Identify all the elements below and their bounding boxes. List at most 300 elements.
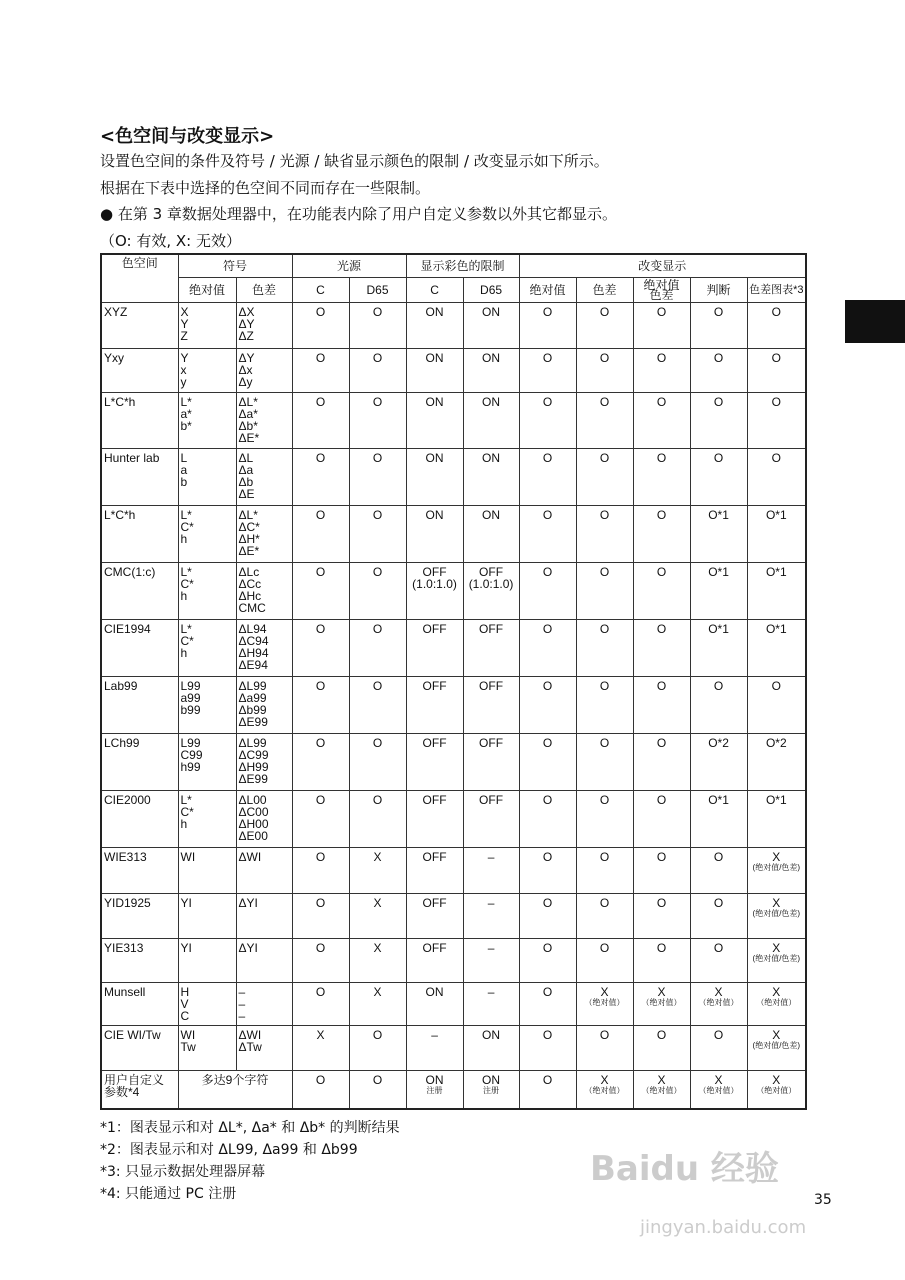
table-cell	[519, 847, 576, 893]
cell-note: （绝对值）	[584, 997, 625, 1007]
color-space-table	[100, 253, 807, 1110]
cell-value: O	[656, 564, 667, 579]
cell-value: ON	[425, 1072, 444, 1087]
table-cell	[519, 348, 576, 392]
cell-value: OFF	[422, 735, 447, 750]
table-cell	[519, 562, 576, 619]
cell-value: X	[772, 895, 781, 910]
cell-value: O	[542, 984, 553, 999]
table-cell	[576, 348, 633, 392]
table-row	[101, 348, 806, 392]
cell-value: O	[713, 849, 724, 864]
cell-value: O	[713, 1027, 724, 1042]
table-cell	[406, 562, 463, 619]
table-cell	[463, 938, 519, 982]
table-cell	[747, 562, 806, 619]
table-cell	[463, 619, 519, 676]
cell-value: O*1	[708, 507, 729, 522]
cell-value: O	[372, 450, 383, 465]
table-cell	[519, 790, 576, 847]
table-cell	[349, 893, 406, 938]
symbol-note: 多达9个字符	[178, 1070, 292, 1109]
table-row	[101, 938, 806, 982]
page-number: 35	[814, 1192, 832, 1208]
intro-bullet: ● 在第 3 章数据处理器中，在功能表内除了用户自定义参数以外其它都显示。	[100, 205, 617, 223]
abs-symbol: H V C	[178, 982, 236, 1025]
table-cell	[349, 790, 406, 847]
cell-value: O	[542, 350, 553, 365]
table-cell	[349, 302, 406, 348]
cell-value: O*1	[708, 621, 729, 636]
table-cell	[747, 392, 806, 448]
table-cell	[463, 348, 519, 392]
abs-symbol: WI Tw	[178, 1025, 236, 1070]
diff-symbol: ΔL Δa Δb ΔE	[236, 448, 292, 505]
cell-note: （绝对值）	[698, 1085, 739, 1095]
cell-value: O	[599, 450, 610, 465]
table-cell	[463, 392, 519, 448]
table-cell	[406, 302, 463, 348]
table-cell	[633, 938, 690, 982]
table-cell	[690, 676, 747, 733]
table-cell	[406, 893, 463, 938]
color-space-name: Yxy	[101, 348, 178, 392]
table-row	[101, 619, 806, 676]
cell-value: ON	[425, 394, 444, 409]
table-cell	[633, 619, 690, 676]
cell-value: ON	[425, 350, 444, 365]
header-d65: D65	[463, 277, 519, 302]
cell-value: O	[542, 895, 553, 910]
table-cell	[633, 1025, 690, 1070]
table-cell	[349, 505, 406, 562]
table-cell	[576, 938, 633, 982]
table-row	[101, 1025, 806, 1070]
cell-value: O	[542, 940, 553, 955]
abs-symbol: L99 a99 b99	[178, 676, 236, 733]
table-cell	[406, 448, 463, 505]
table-cell	[576, 733, 633, 790]
cell-value: O	[713, 394, 724, 409]
cell-value: X	[657, 1072, 666, 1087]
cell-value: O	[542, 564, 553, 579]
table-cell	[747, 733, 806, 790]
table-cell	[576, 302, 633, 348]
table-cell	[576, 1070, 633, 1109]
cell-value: O	[656, 678, 667, 693]
cell-note: 注册	[483, 1085, 500, 1095]
table-cell	[349, 676, 406, 733]
cell-value: O	[315, 564, 326, 579]
section-title: <色空间与改变显示>	[100, 126, 275, 147]
cell-value: O	[315, 304, 326, 319]
table-cell	[463, 893, 519, 938]
table-cell	[406, 348, 463, 392]
cell-note: (绝对值/色差)	[752, 908, 801, 918]
cell-value: X	[714, 984, 723, 999]
table-cell	[690, 847, 747, 893]
abs-symbol: L* C* h	[178, 619, 236, 676]
table-row	[101, 448, 806, 505]
cell-value: O	[372, 507, 383, 522]
color-space-name: CIE2000	[101, 790, 178, 847]
table-cell	[747, 790, 806, 847]
header-change-abs: 绝对值	[519, 277, 576, 302]
cell-value: OFF	[479, 792, 504, 807]
table-cell	[576, 893, 633, 938]
color-space-name: YIE313	[101, 938, 178, 982]
cell-note: 注册	[426, 1085, 443, 1095]
diff-symbol: ΔL00 ΔC00 ΔH00 ΔE00	[236, 790, 292, 847]
table-cell	[519, 1025, 576, 1070]
table-cell	[406, 1070, 463, 1109]
cell-value: O*1	[765, 564, 787, 579]
header-change-abs-diff: 绝对值 色差	[633, 277, 690, 302]
chapter-tab	[845, 300, 905, 343]
cell-value: ON	[482, 1027, 501, 1042]
header-c: C	[406, 277, 463, 302]
table-cell	[633, 790, 690, 847]
table-cell	[747, 302, 806, 348]
table-cell	[349, 733, 406, 790]
abs-symbol: L* C* h	[178, 505, 236, 562]
table-cell	[519, 938, 576, 982]
cell-value: O	[315, 507, 326, 522]
table-cell	[349, 562, 406, 619]
table-cell	[519, 676, 576, 733]
cell-value: O	[372, 1027, 383, 1042]
table-cell	[690, 302, 747, 348]
table-cell	[747, 893, 806, 938]
header-symbol: 符号	[178, 254, 292, 277]
cell-value: –	[487, 940, 495, 955]
cell-value: O	[542, 735, 553, 750]
color-space-name: WIE313	[101, 847, 178, 893]
table-cell	[292, 392, 349, 448]
cell-note: （绝对值）	[584, 1085, 625, 1095]
table-cell	[633, 893, 690, 938]
cell-value: O	[599, 350, 610, 365]
cell-value: O	[656, 792, 667, 807]
cell-value: O*1	[765, 621, 787, 636]
table-cell	[463, 505, 519, 562]
cell-value: O	[771, 350, 781, 365]
diff-symbol: ΔL94 ΔC94 ΔH94 ΔE94	[236, 619, 292, 676]
table-cell	[633, 448, 690, 505]
cell-value: O*2	[708, 735, 729, 750]
table-cell	[633, 733, 690, 790]
cell-value: ON	[425, 304, 444, 319]
table-cell	[690, 505, 747, 562]
cell-value: –	[431, 1027, 438, 1042]
cell-value: O	[656, 621, 667, 636]
cell-value: O	[656, 940, 667, 955]
table-row	[101, 893, 806, 938]
color-space-name: 用户自定义 参数*4	[101, 1070, 178, 1109]
table-cell	[463, 448, 519, 505]
cell-value: O	[372, 304, 383, 319]
table-cell	[406, 790, 463, 847]
table-row	[101, 392, 806, 448]
cell-value: O	[713, 350, 724, 365]
cell-value: O	[599, 895, 610, 910]
diff-symbol: ΔX ΔY ΔZ	[236, 302, 292, 348]
cell-value: O*1	[765, 792, 787, 807]
table-cell	[406, 847, 463, 893]
footnote: *2：图表显示和对 ΔL99, Δa99 和 Δb99	[100, 1142, 358, 1158]
cell-value: ON	[425, 450, 444, 465]
table-cell	[747, 982, 806, 1025]
cell-value: O	[315, 350, 326, 365]
cell-value: ON	[425, 984, 444, 999]
table-cell	[576, 1025, 633, 1070]
table-cell	[633, 847, 690, 893]
color-space-name: L*C*h	[101, 505, 178, 562]
table-cell	[519, 982, 576, 1025]
table-cell	[747, 1070, 806, 1109]
diff-symbol: ΔL* Δa* Δb* ΔE*	[236, 392, 292, 448]
table-cell	[690, 562, 747, 619]
table-cell	[463, 676, 519, 733]
cell-value: OFF	[479, 735, 504, 750]
table-cell	[690, 893, 747, 938]
table-cell	[292, 619, 349, 676]
table-cell	[633, 1070, 690, 1109]
table-cell	[349, 1070, 406, 1109]
table-cell	[406, 938, 463, 982]
color-space-name: CIE WI/Tw	[101, 1025, 178, 1070]
cell-value: O*1	[765, 507, 787, 522]
cell-value: O*1	[708, 564, 729, 579]
cell-value: O	[315, 895, 326, 910]
color-space-name: Munsell	[101, 982, 178, 1025]
cell-value: ON	[482, 350, 501, 365]
table-cell	[576, 619, 633, 676]
cell-value: OFF (1.0:1.0)	[468, 564, 514, 591]
table-cell	[576, 392, 633, 448]
cell-value: X	[772, 940, 781, 955]
header-light-source: 光源	[292, 254, 406, 277]
header-c: C	[292, 277, 349, 302]
table-cell	[349, 392, 406, 448]
cell-value: ON	[482, 304, 501, 319]
cell-value: OFF	[422, 792, 447, 807]
table-cell	[349, 619, 406, 676]
color-space-name: Hunter lab	[101, 448, 178, 505]
table-cell	[292, 847, 349, 893]
table-cell	[292, 790, 349, 847]
cell-value: O	[372, 621, 383, 636]
cell-note: （绝对值）	[641, 1085, 682, 1095]
cell-value: O	[315, 621, 326, 636]
table-cell	[690, 392, 747, 448]
footnote: *3: 只显示数据处理器屏幕	[100, 1164, 266, 1180]
cell-value: O	[771, 450, 781, 465]
table-cell	[406, 1025, 463, 1070]
table-cell	[519, 392, 576, 448]
table-row	[101, 1070, 806, 1109]
cell-value: O	[372, 735, 383, 750]
cell-value: O*1	[708, 792, 729, 807]
table-cell	[690, 348, 747, 392]
table-cell	[576, 562, 633, 619]
table-cell	[406, 392, 463, 448]
header-abs: 绝对值	[178, 277, 236, 302]
cell-value: O	[315, 984, 326, 999]
table-cell	[406, 505, 463, 562]
cell-value: X	[373, 940, 382, 955]
table-cell	[292, 938, 349, 982]
table-cell	[463, 733, 519, 790]
cell-value: ON	[482, 394, 501, 409]
cell-value: –	[487, 895, 495, 910]
header-judge: 判断	[690, 277, 747, 302]
table-cell	[576, 448, 633, 505]
diff-symbol: ΔWI ΔTw	[236, 1025, 292, 1070]
color-space-name: Lab99	[101, 676, 178, 733]
cell-value: O	[599, 678, 610, 693]
cell-value: O	[656, 507, 667, 522]
table-row	[101, 790, 806, 847]
cell-value: O	[599, 849, 610, 864]
table-cell	[349, 938, 406, 982]
watermark-url: jingyan.baidu.com	[640, 1217, 807, 1238]
cell-value: O	[315, 792, 326, 807]
abs-symbol: L* a* b*	[178, 392, 236, 448]
abs-symbol: L99 C99 h99	[178, 733, 236, 790]
table-cell	[690, 619, 747, 676]
cell-value: O	[599, 507, 610, 522]
cell-value: O	[372, 678, 383, 693]
cell-value: OFF	[479, 621, 504, 636]
table-cell	[633, 562, 690, 619]
cell-value: O	[656, 1027, 667, 1042]
cell-value: O	[656, 304, 667, 319]
cell-value: ON	[482, 450, 501, 465]
table-cell	[292, 562, 349, 619]
cell-value: OFF	[422, 621, 447, 636]
table-row	[101, 847, 806, 893]
table-cell	[519, 893, 576, 938]
cell-value: O	[542, 792, 553, 807]
cell-note: （绝对值）	[756, 1085, 797, 1095]
diff-symbol: – – –	[236, 982, 292, 1025]
header-d65: D65	[349, 277, 406, 302]
cell-value: O	[542, 1072, 553, 1087]
cell-value: O	[599, 940, 610, 955]
cell-value: OFF	[422, 849, 447, 864]
header-diff: 色差	[236, 277, 292, 302]
cell-note: （绝对值）	[698, 997, 739, 1007]
cell-value: X	[373, 849, 382, 864]
cell-value: X	[657, 984, 666, 999]
table-cell	[519, 505, 576, 562]
intro-line: 根据在下表中选择的色空间不同而存在一些限制。	[100, 179, 431, 197]
cell-value: O	[315, 678, 326, 693]
table-cell	[747, 348, 806, 392]
table-row	[101, 733, 806, 790]
table-cell	[463, 982, 519, 1025]
color-space-name: XYZ	[101, 302, 178, 348]
cell-value: O	[542, 507, 553, 522]
cell-value: X	[772, 849, 781, 864]
table-cell	[463, 302, 519, 348]
cell-value: O	[713, 304, 724, 319]
cell-value: X	[714, 1072, 723, 1087]
table-row	[101, 982, 806, 1025]
diff-symbol: ΔL99 Δa99 Δb99 ΔE99	[236, 676, 292, 733]
table-cell	[292, 893, 349, 938]
diff-symbol: ΔL* ΔC* ΔH* ΔE*	[236, 505, 292, 562]
table-cell	[292, 302, 349, 348]
cell-value: OFF	[422, 940, 447, 955]
table-cell	[519, 733, 576, 790]
cell-value: O	[542, 678, 553, 693]
abs-symbol: WI	[178, 847, 236, 893]
cell-value: X	[772, 1027, 781, 1042]
table-cell	[406, 676, 463, 733]
cell-value: X	[600, 1072, 609, 1087]
cell-value: O	[315, 450, 326, 465]
table-row	[101, 562, 806, 619]
cell-value: O	[656, 849, 667, 864]
cell-note: （绝对值）	[756, 997, 797, 1007]
cell-value: ON	[482, 1072, 501, 1087]
table-cell	[633, 302, 690, 348]
color-space-name: YID1925	[101, 893, 178, 938]
table-cell	[747, 505, 806, 562]
table-cell	[690, 733, 747, 790]
table-cell	[690, 790, 747, 847]
cell-value: OFF	[422, 678, 447, 693]
color-space-name: CIE1994	[101, 619, 178, 676]
cell-value: O	[542, 849, 553, 864]
cell-value: X	[316, 1027, 325, 1042]
table-cell	[406, 982, 463, 1025]
baidu-watermark: Baidu 经验	[590, 1149, 779, 1189]
cell-value: X	[772, 1072, 781, 1087]
header-change-diff: 色差	[576, 277, 633, 302]
diff-symbol: ΔL99 ΔC99 ΔH99 ΔE99	[236, 733, 292, 790]
cell-value: X	[600, 984, 609, 999]
cell-value: O	[656, 895, 667, 910]
footnote: *1：图表显示和对 ΔL*, Δa* 和 Δb* 的判断结果	[100, 1120, 400, 1136]
cell-value: ON	[482, 507, 501, 522]
table-cell	[690, 1070, 747, 1109]
table-cell	[292, 1025, 349, 1070]
table-cell	[406, 733, 463, 790]
cell-value: OFF	[422, 895, 447, 910]
table-cell	[349, 448, 406, 505]
cell-value: O	[542, 1027, 553, 1042]
table-cell	[349, 1025, 406, 1070]
table-cell	[747, 847, 806, 893]
cell-value: O	[372, 1072, 383, 1087]
cell-value: OFF (1.0:1.0)	[412, 564, 457, 591]
header-display-limit: 显示彩色的限制	[406, 254, 519, 277]
cell-value: O	[656, 394, 667, 409]
table-row	[101, 302, 806, 348]
color-space-name: LCh99	[101, 733, 178, 790]
cell-value: O*2	[765, 735, 787, 750]
table-cell	[292, 733, 349, 790]
cell-value: O	[599, 394, 610, 409]
diff-symbol: ΔLc ΔCc ΔHc CMC	[236, 562, 292, 619]
cell-value: O	[315, 735, 326, 750]
cell-note: (绝对值/色差)	[752, 1040, 801, 1050]
table-row	[101, 676, 806, 733]
table-cell	[576, 982, 633, 1025]
